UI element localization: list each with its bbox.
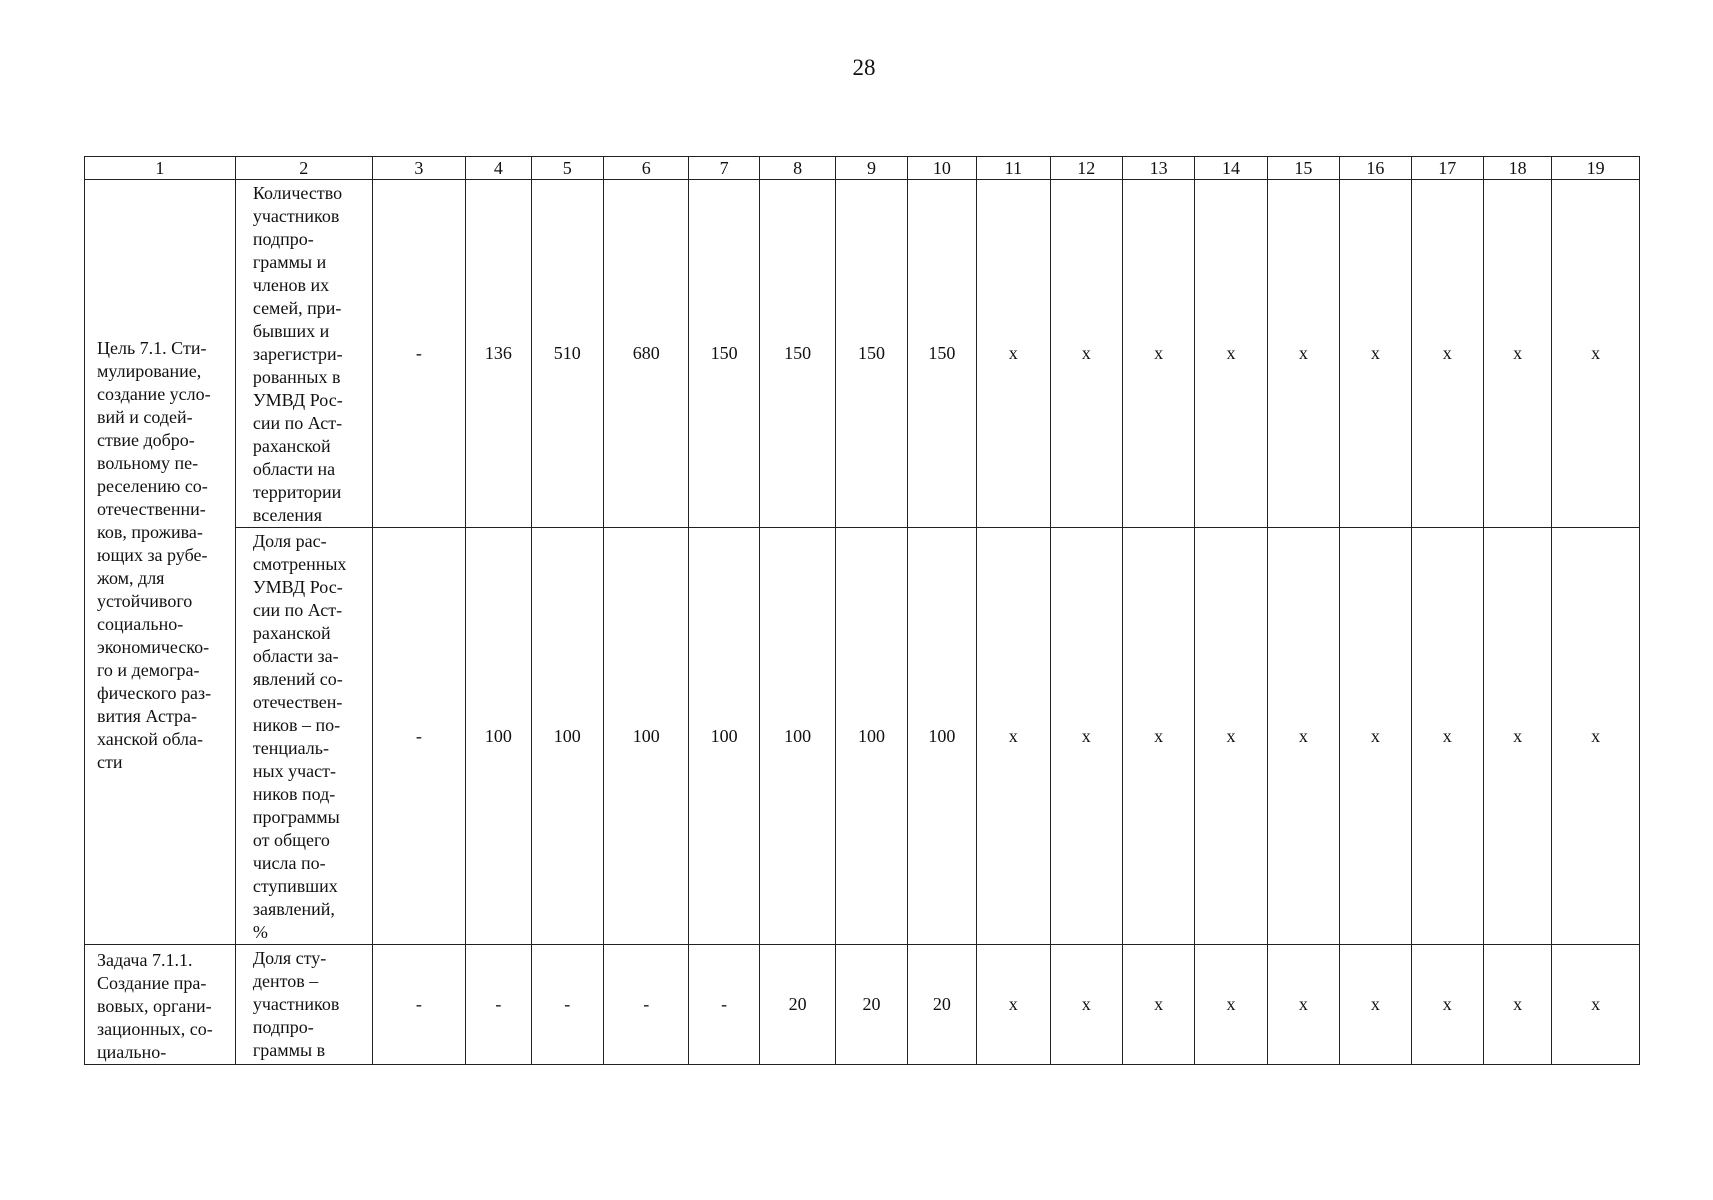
- value-cell: x: [1483, 945, 1551, 1065]
- column-header: 1: [85, 157, 236, 180]
- table-row: [85, 945, 1640, 1065]
- column-header: 3: [372, 157, 466, 180]
- table-row: [85, 528, 1640, 945]
- value-cell: x: [1411, 528, 1483, 945]
- column-header: 2: [235, 157, 372, 180]
- task-cell: Задача 7.1.1. Создание пра- вовых, органи- зационных, со- циально-: [85, 945, 236, 1065]
- value-cell: x: [1195, 945, 1267, 1065]
- value-cell: x: [1411, 945, 1483, 1065]
- value-cell: x: [1483, 180, 1551, 528]
- table-row: [85, 180, 1640, 528]
- indicator-cell: Количество участников подпро- граммы и членов их семей, при- бывших и зарегистри- рованных в УМВД Рос- сии по Аст- раханской области на территории вселения: [235, 180, 372, 528]
- column-header: 12: [1050, 157, 1122, 180]
- value-cell: x: [1122, 180, 1194, 528]
- page-number: 28: [852, 55, 876, 80]
- value-cell: 100: [689, 528, 759, 945]
- column-header: 17: [1411, 157, 1483, 180]
- goal-cell: [85, 180, 236, 945]
- value-cell: x: [1552, 945, 1640, 1065]
- value-cell: x: [1340, 528, 1411, 945]
- column-header: 10: [907, 157, 976, 180]
- value-cell: x: [1340, 180, 1411, 528]
- column-header: 15: [1267, 157, 1339, 180]
- value-cell: x: [1050, 945, 1122, 1065]
- value-cell: 510: [531, 180, 603, 528]
- column-header: 18: [1483, 157, 1551, 180]
- value-cell: 100: [907, 528, 976, 945]
- value-cell: 150: [836, 180, 907, 528]
- column-header: 8: [759, 157, 835, 180]
- value-cell: -: [531, 945, 603, 1065]
- value-cell: x: [1483, 528, 1551, 945]
- value-cell: x: [1267, 945, 1339, 1065]
- column-header: 5: [531, 157, 603, 180]
- value-cell: -: [689, 945, 759, 1065]
- value-cell: 100: [531, 528, 603, 945]
- value-cell: x: [1411, 180, 1483, 528]
- value-cell: -: [372, 528, 466, 945]
- value-cell: x: [1122, 528, 1194, 945]
- value-cell: x: [1122, 945, 1194, 1065]
- column-header: 9: [836, 157, 907, 180]
- value-cell: x: [1195, 180, 1267, 528]
- value-cell: -: [372, 180, 466, 528]
- column-header: 16: [1340, 157, 1411, 180]
- value-cell: x: [1552, 528, 1640, 945]
- value-cell: 680: [603, 180, 688, 528]
- indicators-table: [84, 156, 1640, 1065]
- column-header: 7: [689, 157, 759, 180]
- value-cell: 150: [759, 180, 835, 528]
- value-cell: -: [466, 945, 531, 1065]
- value-cell: 100: [466, 528, 531, 945]
- value-cell: 20: [759, 945, 835, 1065]
- value-cell: x: [1050, 528, 1122, 945]
- column-header: 13: [1122, 157, 1194, 180]
- indicator-cell: Доля рас- смотренных УМВД Рос- сии по Аст- раханской области за- явлений со- отечествен- ников – по- тенциаль- ных участ- ников под- программы от общего числа по- ступивших заявлений, %: [235, 528, 372, 945]
- value-cell: 100: [836, 528, 907, 945]
- header-row: [85, 157, 1640, 180]
- column-header: 6: [603, 157, 688, 180]
- value-cell: 100: [603, 528, 688, 945]
- column-header: 14: [1195, 157, 1267, 180]
- value-cell: x: [977, 945, 1050, 1065]
- value-cell: 100: [759, 528, 835, 945]
- goal-text: Цель 7.1. Сти- мулирование, создание усло- вий и содей- ствие добро- вольному пе- реселению со- отечественни- ков, прожива- ющих за рубе- жом, для устойчивого социально- экономическо- го и демогра- фического раз- вития Астра- ханской обла- сти: [97, 338, 212, 772]
- value-cell: x: [1340, 945, 1411, 1065]
- column-header: 4: [466, 157, 531, 180]
- value-cell: 20: [836, 945, 907, 1065]
- value-cell: 150: [689, 180, 759, 528]
- value-cell: 136: [466, 180, 531, 528]
- value-cell: -: [372, 945, 466, 1065]
- value-cell: x: [1552, 180, 1640, 528]
- value-cell: x: [1267, 528, 1339, 945]
- indicator-cell: Доля сту- дентов – участников подпро- граммы в: [235, 945, 372, 1065]
- value-cell: x: [977, 528, 1050, 945]
- column-header: 11: [977, 157, 1050, 180]
- value-cell: -: [603, 945, 688, 1065]
- value-cell: x: [1195, 528, 1267, 945]
- value-cell: x: [1050, 180, 1122, 528]
- value-cell: x: [1267, 180, 1339, 528]
- value-cell: x: [977, 180, 1050, 528]
- value-cell: 20: [907, 945, 976, 1065]
- value-cell: 150: [907, 180, 976, 528]
- column-header: 19: [1552, 157, 1640, 180]
